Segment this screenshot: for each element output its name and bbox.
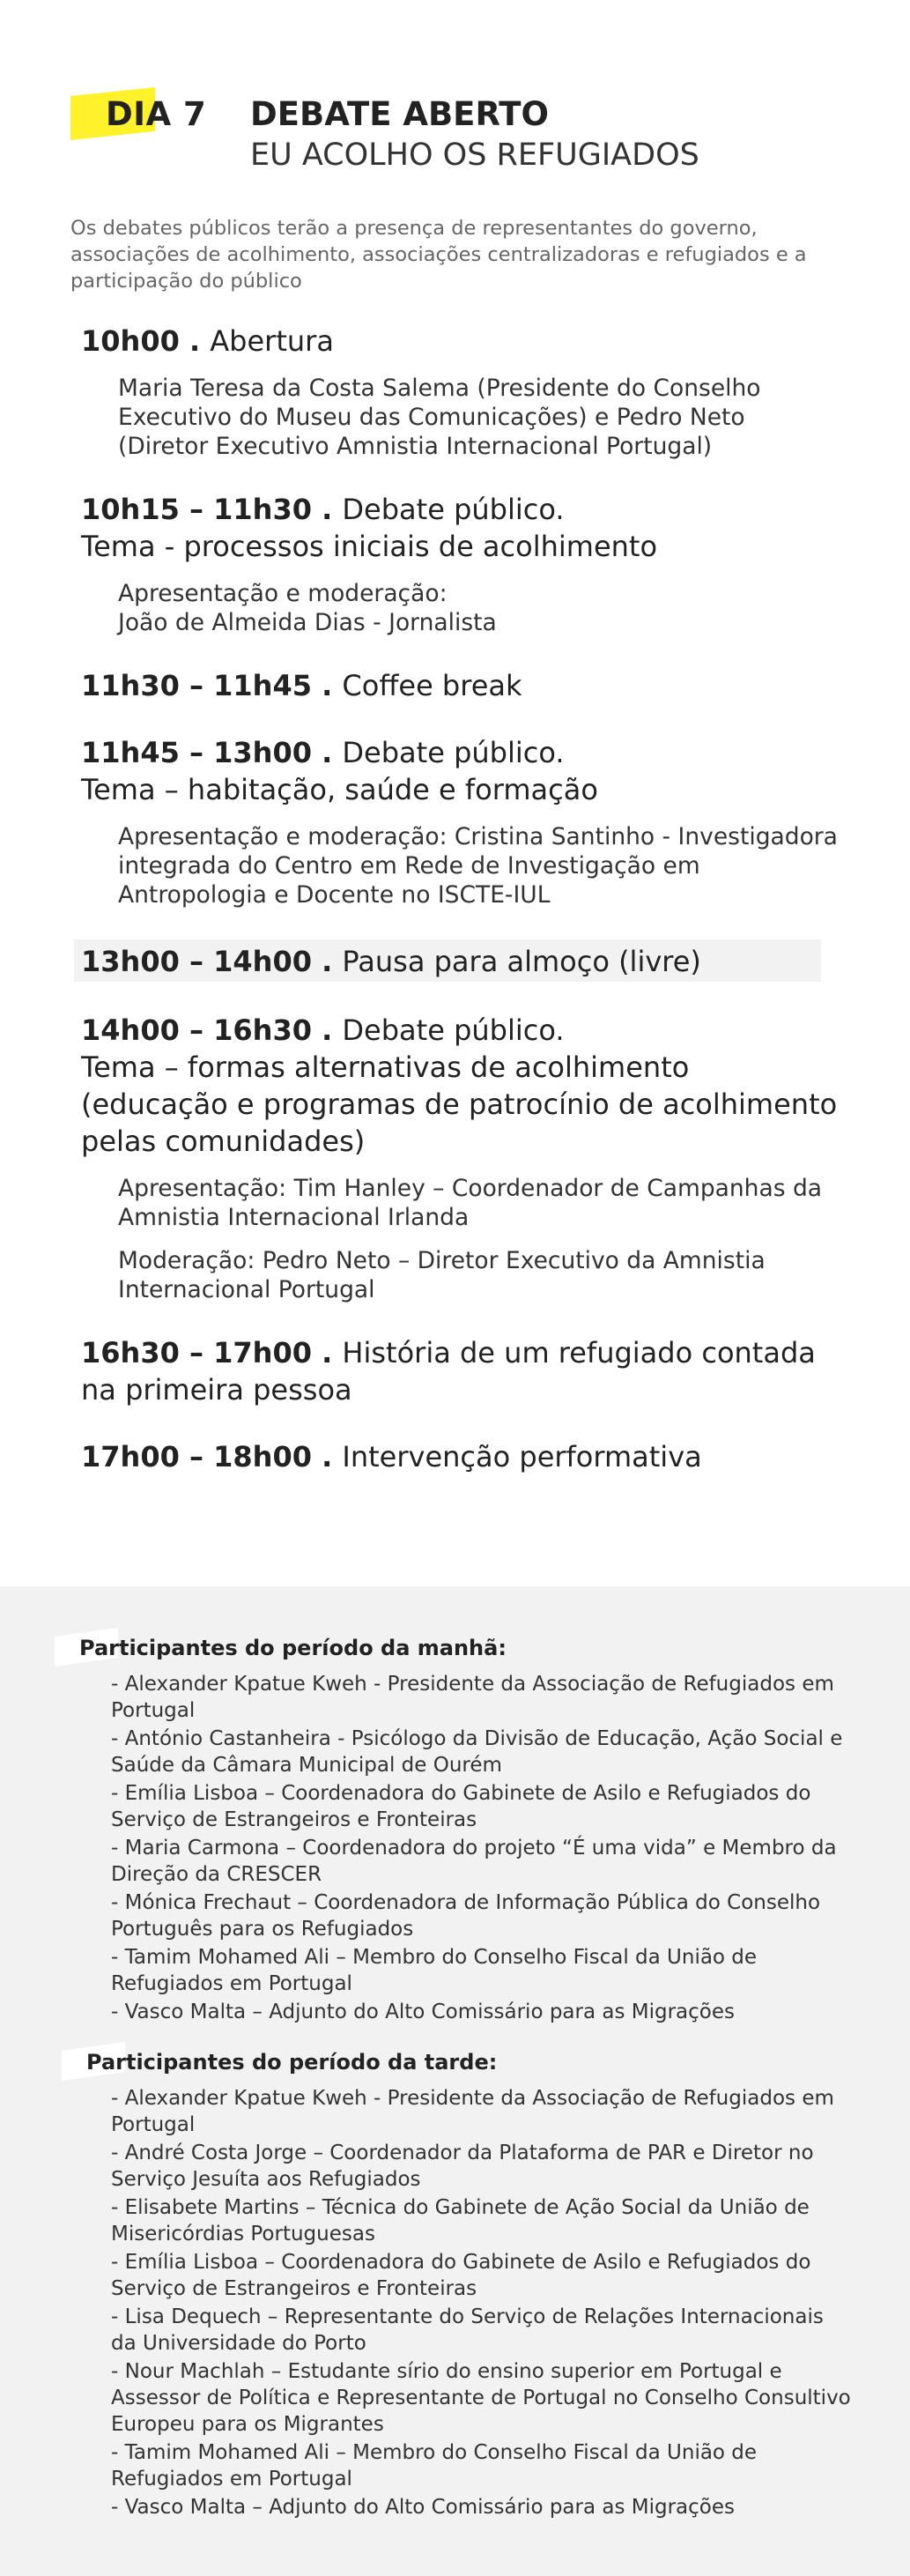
- list-item: - António Castanheira - Psicólogo da Divisão de Educação, Ação Social e Saúde da Câmara Municipal de Ourém: [111, 1727, 843, 1777]
- slot-title: [81, 734, 839, 808]
- slot-sep: .: [311, 1336, 343, 1370]
- slot-name: Debate público.: [342, 493, 565, 526]
- slot-title: [81, 1012, 839, 1160]
- day-label: DIA 7: [106, 95, 207, 133]
- slot-topic: Tema – habitação, saúde e formação: [81, 773, 598, 806]
- slot-title: [81, 491, 839, 565]
- slot-desc-paragraph: Moderação: Pedro Neto – Diretor Executivo da Amnistia Internacional Portugal: [118, 1247, 766, 1303]
- schedule-slot: [81, 1012, 839, 1304]
- schedule-slot: [81, 667, 839, 704]
- slot-name: Pausa para almoço (livre): [342, 945, 701, 978]
- participants-afternoon-list: [111, 2085, 851, 2520]
- schedule-slot: [81, 1438, 839, 1475]
- intro-text: Os debates públicos terão a presença de representantes do governo, associações de acolhimento, associações centralizadoras e refugiados e a participação do público: [70, 217, 807, 293]
- slot-sep: .: [311, 493, 343, 526]
- list-item: - Emília Lisboa – Coordenadora do Gabinete de Asilo e Refugiados do Serviço de Estrangeiros e Fronteiras: [111, 2251, 811, 2300]
- slot-name: Intervenção performativa: [342, 1440, 702, 1474]
- slot-desc-paragraph: Apresentação e moderação: João de Almeida Dias - Jornalista: [118, 580, 497, 636]
- page-title: DEBATE ABERTO: [250, 95, 549, 133]
- slot-description: [118, 1174, 839, 1304]
- list-item: - Alexander Kpatue Kweh - Presidente da Associação de Refugiados em Portugal: [111, 2087, 834, 2136]
- participants-morning-list: [111, 1671, 851, 2025]
- list-item: - Alexander Kpatue Kweh - Presidente da Associação de Refugiados em Portugal: [111, 1673, 834, 1722]
- slot-time: 10h00: [81, 324, 180, 358]
- slot-sep: .: [179, 324, 211, 358]
- slot-time: 17h00 – 18h00: [81, 1440, 312, 1474]
- participants-panel: [0, 1586, 910, 2576]
- page-subtitle: EU ACOLHO OS REFUGIADOS: [250, 137, 699, 173]
- slot-sep: .: [311, 736, 343, 769]
- slot-topic: Tema - processos iniciais de acolhimento: [81, 530, 658, 563]
- slot-desc-paragraph: Apresentação e moderação: Cristina Santinho - Investigadora integrada do Centro em Rede de Investigação em Antropologia e Docente no ISCTE-IUL: [118, 823, 838, 909]
- participants-morning: [0, 1630, 910, 2027]
- slot-topic: Tema – formas alternativas de acolhimento (educação e programas de patrocínio de acolhimento pelas comunidades): [81, 1050, 838, 1158]
- list-item: - Elisabete Martins – Técnica do Gabinete de Ação Social da União de Misericórdias Portuguesas: [111, 2196, 810, 2246]
- slot-time: 13h00 – 14h00: [81, 945, 312, 978]
- list-item: - Maria Carmona – Coordenadora do projeto “É uma vida” e Membro da Direção da CRESCER: [111, 1837, 837, 1886]
- slot-desc-paragraph: Maria Teresa da Costa Salema (Presidente do Conselho Executivo do Museu das Comunicações) e Pedro Neto (Diretor Executivo Amnistia Internacional Portugal): [118, 375, 761, 460]
- slot-title: [81, 323, 839, 360]
- list-item: - Tamim Mohamed Ali – Membro do Conselho Fiscal da União de Refugiados em Portugal: [111, 2441, 758, 2491]
- list-item: - Nour Machlah – Estudante sírio do ensino superior em Portugal e Assessor de Política e Representante de Portugal no Conselho Consultivo Europeu para os Migrantes: [111, 2360, 851, 2436]
- slot-time: 10h15 – 11h30: [81, 493, 312, 526]
- list-item: - Mónica Frechaut – Coordenadora de Informação Pública do Conselho Português para os Refugiados: [111, 1891, 821, 1941]
- slot-sep: .: [311, 1013, 343, 1047]
- participants-afternoon: [0, 2045, 910, 2522]
- slot-name: Debate público.: [342, 736, 565, 769]
- slot-sep: .: [311, 1440, 343, 1474]
- list-item: - André Costa Jorge – Coordenador da Plataforma de PAR e Diretor no Serviço Jesuíta aos Refugiados: [111, 2142, 814, 2191]
- schedule-slot: [81, 734, 839, 909]
- participants-afternoon-heading: [86, 2045, 910, 2080]
- schedule-slot: [81, 1334, 839, 1408]
- slot-title: [81, 943, 814, 980]
- day-badge: [70, 88, 211, 159]
- slot-desc-paragraph: Apresentação: Tim Hanley – Coordenador de Campanhas da Amnistia Internacional Irlanda: [118, 1175, 823, 1231]
- slot-title: [81, 667, 839, 704]
- list-item: - Tamim Mohamed Ali – Membro do Conselho Fiscal da União de Refugiados em Portugal: [111, 1946, 758, 1995]
- slot-time: 16h30 – 17h00: [81, 1336, 312, 1370]
- list-item: - Vasco Malta – Adjunto do Alto Comissário para as Migrações: [111, 2001, 736, 2023]
- participants-afternoon-heading-text: Participantes do período da tarde:: [86, 2050, 498, 2075]
- list-item: - Emília Lisboa – Coordenadora do Gabinete de Asilo e Refugiados do Serviço de Estrangeiros e Fronteiras: [111, 1782, 811, 1831]
- participants-morning-heading: [79, 1630, 910, 1666]
- slot-description: [118, 374, 839, 461]
- slot-description: [118, 579, 839, 637]
- slot-name: História de um refugiado contada na primeira pessoa: [81, 1336, 816, 1407]
- slot-sep: .: [311, 945, 343, 978]
- schedule-slot: [81, 491, 839, 637]
- slot-description: [118, 822, 839, 909]
- slot-time: 11h30 – 11h45: [81, 669, 312, 702]
- schedule-slot-lunch: [74, 939, 821, 982]
- slot-title: [81, 1438, 839, 1475]
- participants-morning-heading-text: Participantes do período da manhã:: [79, 1636, 507, 1660]
- schedule-slot: [81, 323, 839, 461]
- slot-time: 14h00 – 16h30: [81, 1013, 312, 1047]
- slot-name: Abertura: [210, 324, 334, 358]
- slot-title: [81, 1334, 839, 1408]
- slot-name: Coffee break: [342, 669, 522, 702]
- slot-time: 11h45 – 13h00: [81, 736, 312, 769]
- slot-sep: .: [311, 669, 343, 702]
- list-item: - Vasco Malta – Adjunto do Alto Comissário para as Migrações: [111, 2496, 736, 2519]
- slot-name: Debate público.: [342, 1013, 565, 1047]
- list-item: - Lisa Dequech – Representante do Serviço de Relações Internacionais da Universidade do Porto: [111, 2305, 824, 2355]
- schedule: [81, 323, 839, 1505]
